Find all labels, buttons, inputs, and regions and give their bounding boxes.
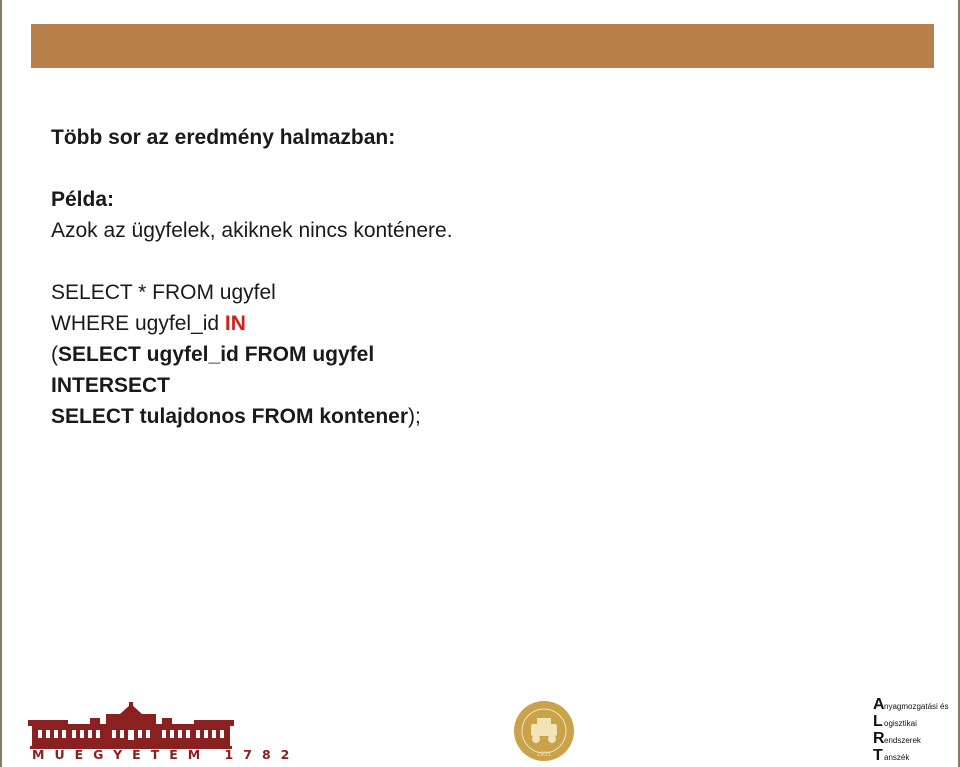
slide-heading: Több sor az eredmény halmazban: bbox=[51, 126, 396, 149]
example-label: Példa: bbox=[51, 188, 115, 211]
alrt-line-t: T anszék bbox=[873, 747, 910, 764]
alrt-line-a: A nyagmozgatási és bbox=[873, 696, 949, 713]
slide-content bbox=[51, 122, 911, 432]
seal-logo bbox=[513, 700, 575, 762]
sql-line-2 bbox=[51, 308, 911, 339]
alrt-line-r: R endszerek bbox=[873, 730, 921, 747]
sql-line-5 bbox=[51, 401, 911, 432]
sql-paren-open: ( bbox=[51, 343, 58, 366]
sql-subquery-2: SELECT tulajdonos FROM kontener bbox=[51, 405, 409, 428]
sql-intersect: INTERSECT bbox=[51, 374, 171, 397]
alrt-logo bbox=[873, 696, 960, 764]
sql-paren-close: ); bbox=[408, 405, 421, 428]
sql-line-1: SELECT * FROM ugyfel bbox=[51, 281, 276, 304]
sql-in-keyword: IN bbox=[224, 312, 246, 335]
seal-year: 1931 bbox=[536, 751, 552, 758]
bme-caption: MŰEGYETEM 1782 bbox=[32, 747, 300, 762]
sql-where: WHERE ugyfel_id bbox=[51, 312, 225, 335]
sql-subquery-1: SELECT ugyfel_id FROM ugyfel bbox=[58, 343, 375, 366]
alrt-line-l: L ogisztikai bbox=[873, 713, 917, 730]
header-bar bbox=[31, 24, 934, 68]
sql-line-3 bbox=[51, 339, 911, 370]
footer bbox=[2, 690, 960, 767]
example-description: Azok az ügyfelek, akiknek nincs konténere. bbox=[51, 219, 453, 242]
sql-code bbox=[51, 277, 911, 432]
